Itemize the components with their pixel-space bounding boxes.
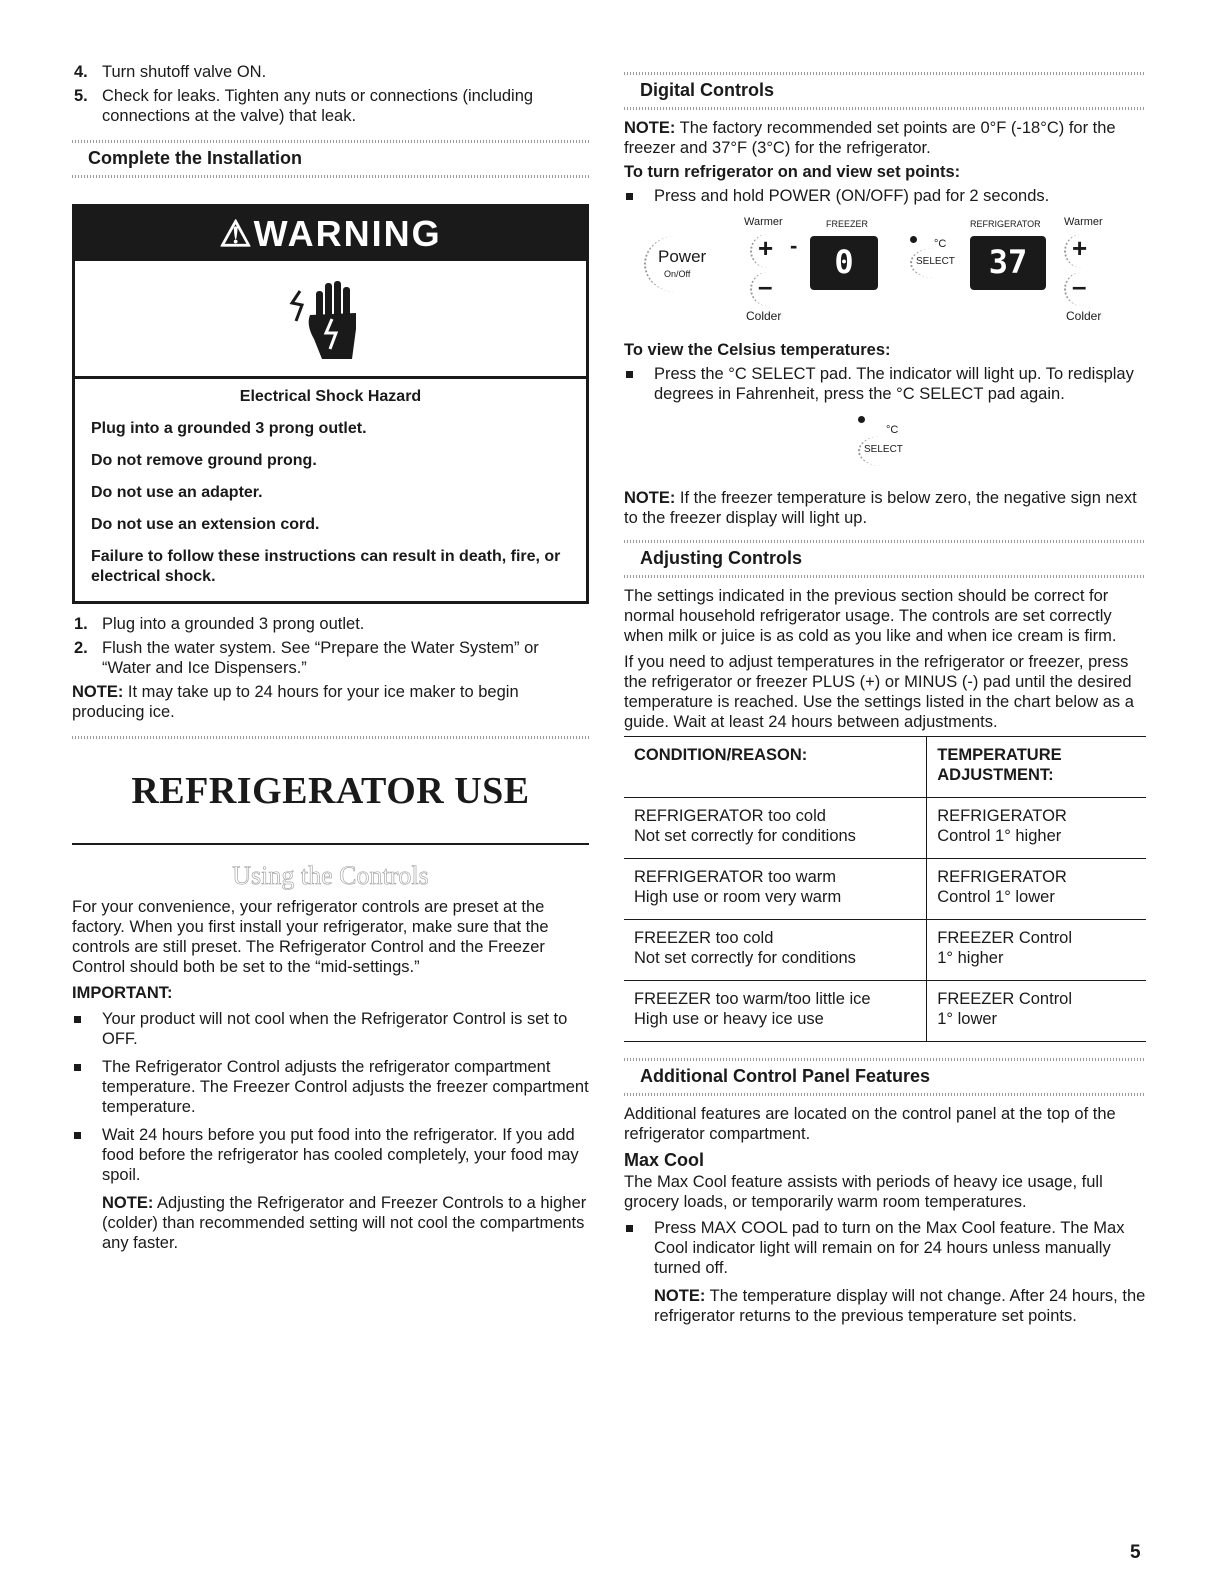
important-bullet: Your product will not cool when the Refrigerator Control is set to OFF. xyxy=(72,1009,589,1049)
onoff-label: On/Off xyxy=(664,269,691,279)
table-header-row xyxy=(624,737,1146,798)
note-text: Adjusting the Refrigerator and Freezer Controls to a higher (colder) than recommended setting will not cool the compartments any faster. xyxy=(102,1193,587,1252)
adjustment-text: FREEZER Control xyxy=(937,929,1073,947)
warmer-label: Warmer xyxy=(744,216,783,228)
colder-label: Colder xyxy=(1066,309,1102,323)
adjust-paragraph: If you need to adjust temperatures in the refrigerator or freezer, press the refrigerator or freezer PLUS (+) or MINUS (-) pad until the desired temperature is reached. Use the settings listed in the chart below as a guide. Wait at least 24 hours between adjustments. xyxy=(624,653,1134,731)
additional-features-heading: Additional Control Panel Features xyxy=(640,1066,931,1086)
power-label: Power xyxy=(658,247,707,266)
adjustment-text: Control 1° higher xyxy=(937,827,1062,845)
warmer-label: Warmer xyxy=(1064,216,1103,228)
set-points-note xyxy=(624,118,1146,158)
refrigerator-display xyxy=(970,236,1046,290)
table-row xyxy=(624,920,1146,981)
table-row xyxy=(624,798,1146,859)
warning-icon-area xyxy=(75,261,586,379)
table-header xyxy=(624,737,927,798)
note-label: NOTE: xyxy=(102,1193,154,1212)
divider xyxy=(624,575,1146,578)
negative-sign-note xyxy=(624,488,1146,528)
important-bullet: Wait 24 hours before you put food into the refrigerator. If you add food before the refrigerator has cooled completely, your food may spoil. xyxy=(72,1125,589,1185)
adjustment-text: REFRIGERATOR xyxy=(937,868,1067,886)
degc-label: °C xyxy=(934,238,947,250)
adjustment-cell xyxy=(927,920,1146,981)
complete-installation-heading: Complete the Installation xyxy=(88,148,303,168)
turn-on-heading: To turn refrigerator on and view set points: xyxy=(624,163,961,181)
step-text: Flush the water system. See “Prepare the Water System” or “Water and Ice Dispensers.” xyxy=(102,639,539,677)
step-1 xyxy=(72,614,589,634)
condition-text: REFRIGERATOR too cold xyxy=(634,807,826,825)
condition-cell xyxy=(624,859,927,920)
note-label: NOTE: xyxy=(72,683,124,701)
hazard-title: Electrical Shock Hazard xyxy=(239,388,422,405)
freezer-label: FREEZER xyxy=(826,219,869,229)
step-number: 1. xyxy=(74,615,88,633)
reason-text: Not set correctly for conditions xyxy=(634,949,856,967)
ice-maker-note xyxy=(72,682,589,722)
section-title: REFRIGERATOR USE xyxy=(131,770,530,812)
table-header xyxy=(927,737,1146,798)
refrigerator-label: REFRIGERATOR xyxy=(970,219,1041,229)
negative-sign-indicator: - xyxy=(790,233,798,258)
step-5 xyxy=(72,86,589,126)
warning-line: Do not use an extension cord. xyxy=(91,516,320,533)
step-text: Plug into a grounded 3 prong outlet. xyxy=(102,615,365,633)
select-label: SELECT xyxy=(916,256,955,267)
step-4 xyxy=(72,62,589,82)
freezer-display xyxy=(810,236,878,290)
condition-text: FREEZER too warm/too little ice xyxy=(634,990,871,1008)
condition-cell xyxy=(624,981,927,1042)
warning-title: ⚠WARNING xyxy=(75,207,586,261)
celsius-select-button[interactable] xyxy=(858,436,906,466)
controls-note xyxy=(72,1193,589,1253)
control-panel-diagram xyxy=(624,216,1146,328)
max-cool-paragraph: The Max Cool feature assists with periods of heavy ice usage, full grocery loads, or temporarily warm room temperatures. xyxy=(624,1173,1103,1211)
divider xyxy=(624,107,1146,110)
adjusting-controls-heading: Adjusting Controls xyxy=(640,548,802,568)
plus-symbol: + xyxy=(1072,233,1088,263)
adjustment-text: REFRIGERATOR xyxy=(937,807,1067,825)
condition-cell xyxy=(624,798,927,859)
power-button[interactable] xyxy=(644,236,708,292)
reason-text: Not set correctly for conditions xyxy=(634,827,856,845)
digital-controls-heading: Digital Controls xyxy=(640,80,774,100)
minus-symbol: – xyxy=(758,271,773,301)
celsius-select-button[interactable] xyxy=(910,248,958,278)
minus-symbol: – xyxy=(1072,271,1087,301)
plus-symbol: + xyxy=(758,233,774,263)
max-cool-note xyxy=(624,1286,1146,1326)
adjustment-text: Control 1° lower xyxy=(937,888,1055,906)
note-label: NOTE: xyxy=(624,489,676,507)
warning-line: Failure to follow these instructions can result in death, fire, or electrical shock. xyxy=(91,548,561,585)
warning-line: Do not remove ground prong. xyxy=(91,452,317,469)
table-row xyxy=(624,981,1146,1042)
note-text: It may take up to 24 hours for your ice maker to begin producing ice. xyxy=(72,683,519,721)
adjustment-text: 1° lower xyxy=(937,1010,998,1028)
section-rule xyxy=(72,843,589,845)
adjustment-text: FREEZER Control xyxy=(937,990,1073,1008)
max-cool-bullet: Press MAX COOL pad to turn on the Max Cool feature. The Max Cool indicator light will remain on for 24 hours unless manually turned off. xyxy=(624,1218,1146,1278)
adjustment-cell xyxy=(927,981,1146,1042)
temperature-adjustment-table xyxy=(624,736,1146,1042)
refrigerator-minus-button[interactable] xyxy=(1064,272,1100,306)
divider xyxy=(72,175,589,178)
condition-header: CONDITION/REASON: xyxy=(634,746,808,764)
adjustment-cell xyxy=(927,859,1146,920)
note-label: NOTE: xyxy=(624,119,676,137)
table-row xyxy=(624,859,1146,920)
intro-paragraph: For your convenience, your refrigerator controls are preset at the factory. When you first install your refrigerator, make sure that the controls are still preset. The Refrigerator Control and the Freezer Control should both be set to the “mid-settings.” xyxy=(72,897,549,976)
celsius-indicator-light xyxy=(910,236,917,243)
condition-cell xyxy=(624,920,927,981)
condition-text: REFRIGERATOR too warm xyxy=(634,868,837,886)
reason-text: High use or heavy ice use xyxy=(634,1010,824,1028)
note-text: The factory recommended set points are 0°F (-18°C) for the freezer and 37°F (3°C) for the refrigerator. xyxy=(624,119,1116,157)
adjustment-cell xyxy=(927,798,1146,859)
important-bullet: The Refrigerator Control adjusts the refrigerator compartment temperature. The Freezer Control adjusts the freezer compartment temperature. xyxy=(72,1057,589,1117)
electrical-shock-icon xyxy=(286,269,376,369)
divider xyxy=(624,1093,1146,1096)
step-text: Check for leaks. Tighten any nuts or connections (including connections at the valve) that leak. xyxy=(102,87,534,125)
warning-line: Plug into a grounded 3 prong outlet. xyxy=(91,420,367,437)
note-text: The temperature display will not change. After 24 hours, the refrigerator returns to the previous temperature set points. xyxy=(654,1287,1146,1325)
warning-text xyxy=(75,379,586,601)
adjustment-header-line: ADJUSTMENT: xyxy=(937,766,1054,784)
freezer-minus-button[interactable] xyxy=(750,272,786,306)
note-text: If the freezer temperature is below zero, the negative sign next to the freezer display will light up. xyxy=(624,489,1137,527)
refrigerator-display-value: 37 xyxy=(988,243,1028,281)
step-number: 4. xyxy=(74,63,88,81)
adjust-paragraph: The settings indicated in the previous section should be correct for normal household refrigerator usage. The controls are set correctly when milk or juice is as cold as you like and when ice cream is firm. xyxy=(624,587,1117,645)
indicator-light-dot xyxy=(858,416,865,423)
important-label: IMPORTANT: xyxy=(72,983,173,1002)
step-text: Turn shutoff valve ON. xyxy=(102,63,267,81)
step-number: 5. xyxy=(74,87,88,105)
max-cool-heading: Max Cool xyxy=(624,1150,705,1170)
select-icon-diagram xyxy=(624,412,1146,482)
celsius-heading: To view the Celsius temperatures: xyxy=(624,341,891,359)
adjustment-header-line: TEMPERATURE xyxy=(937,746,1062,764)
condition-text: FREEZER too cold xyxy=(634,929,774,947)
additional-features-paragraph: Additional features are located on the control panel at the top of the refrigerator compartment. xyxy=(624,1105,1116,1143)
step-number: 2. xyxy=(74,639,88,657)
warning-box xyxy=(72,204,589,604)
page-number: 5 xyxy=(1130,1542,1141,1563)
celsius-bullet: Press the °C SELECT pad. The indicator will light up. To redisplay degrees in Fahrenheit, press the °C SELECT pad again. xyxy=(624,364,1146,404)
note-label: NOTE: xyxy=(654,1287,706,1305)
divider xyxy=(72,736,589,739)
reason-text: High use or room very warm xyxy=(634,888,842,906)
colder-label: Colder xyxy=(746,309,782,323)
right-column xyxy=(624,72,1146,1326)
turn-on-bullet: Press and hold POWER (ON/OFF) pad for 2 seconds. xyxy=(624,186,1146,206)
refrigerator-plus-button[interactable] xyxy=(1064,234,1100,268)
adjustment-text: 1° higher xyxy=(937,949,1004,967)
warning-line: Do not use an adapter. xyxy=(91,484,263,501)
left-column xyxy=(72,62,589,1253)
freezer-plus-button[interactable] xyxy=(750,234,786,268)
using-controls-title: Using the Controls xyxy=(232,860,429,890)
degc-label: °C xyxy=(886,424,899,436)
select-label: SELECT xyxy=(864,444,903,455)
freezer-display-value: 0 xyxy=(834,243,854,281)
step-2 xyxy=(72,638,589,678)
